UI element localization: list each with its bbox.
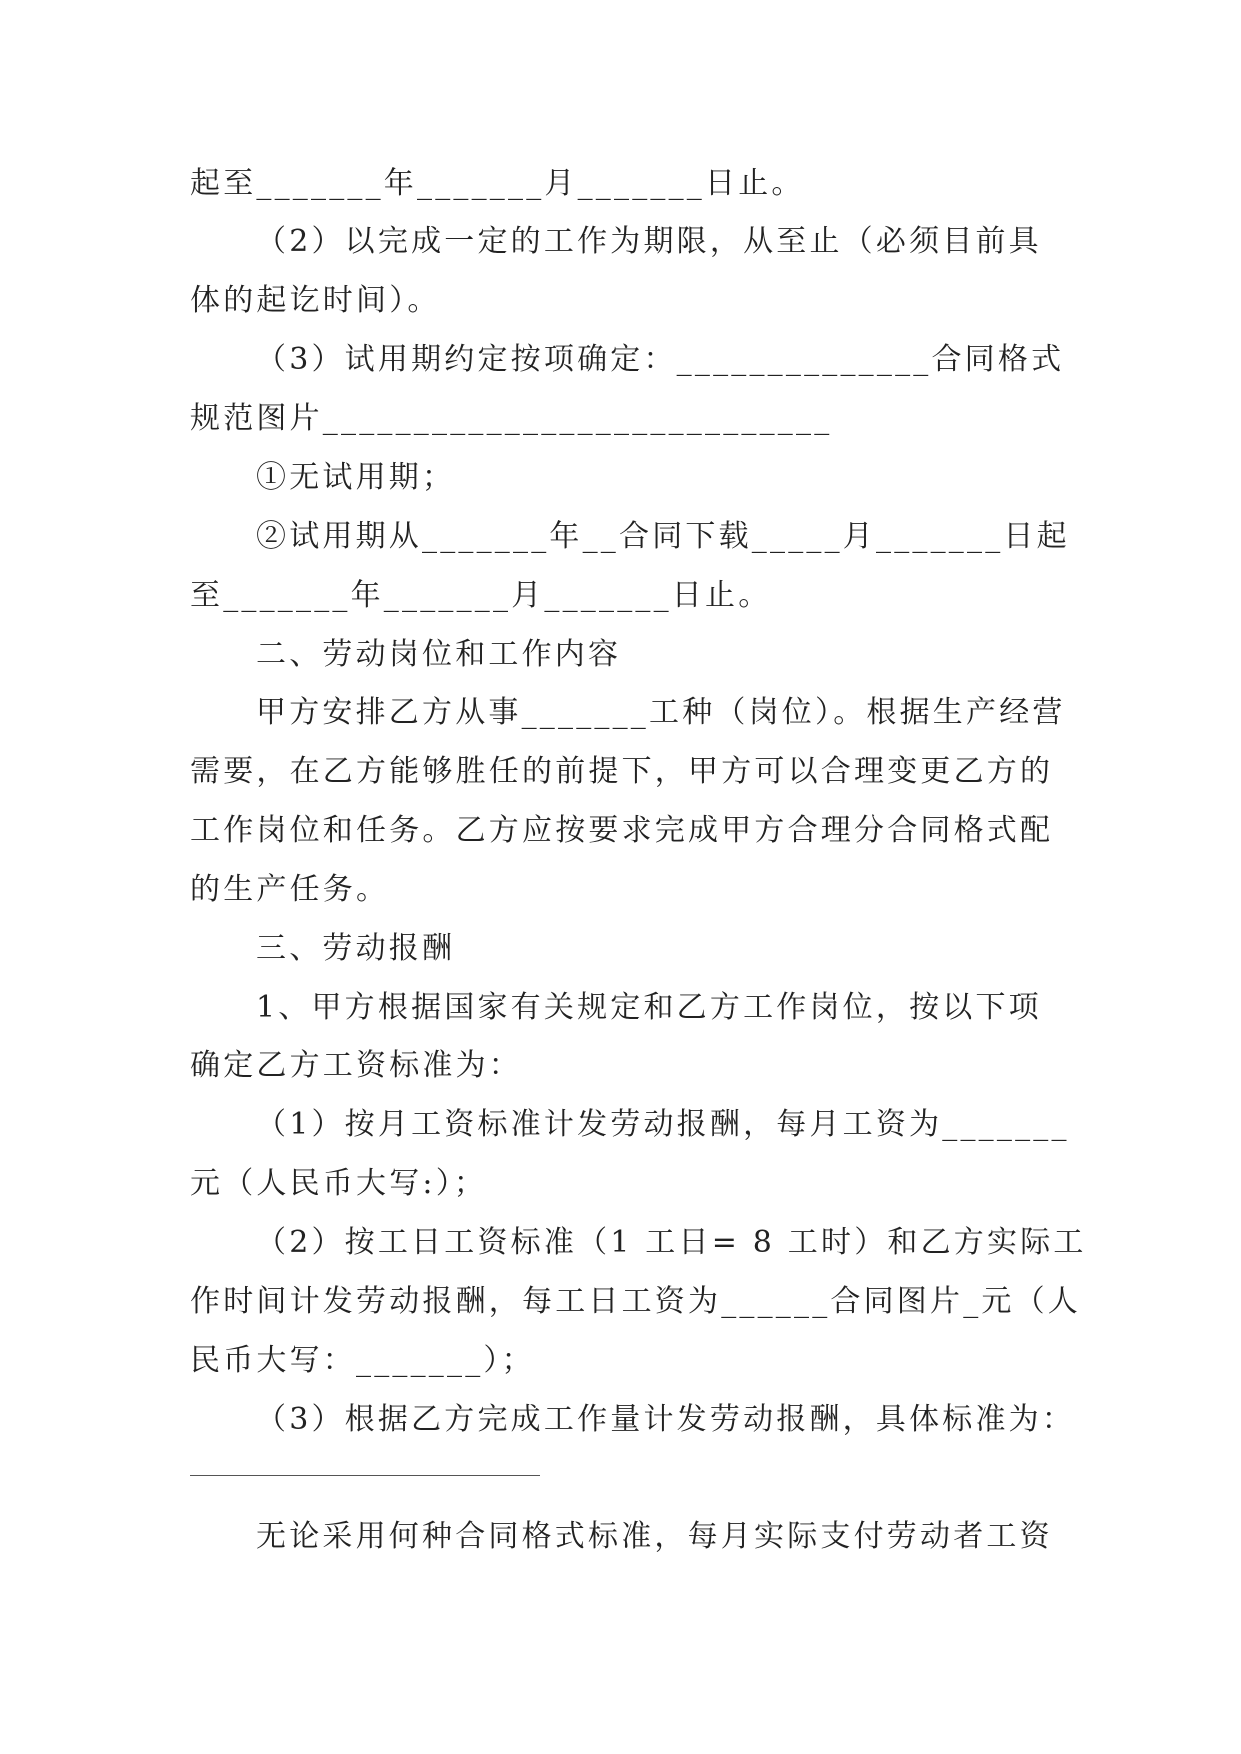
text-line: ①无试用期； [256,460,456,495]
text-line: ②试用期从_______年__合同下载_____月_______日起 [256,519,1070,554]
blank-fill-line [190,1475,540,1476]
section-heading: 三、劳动报酬 [256,931,456,966]
text-line: 起至_______年_______月_______日止。 [190,166,805,201]
text-line: 确定乙方工资标准为： [190,1048,522,1083]
text-line: （3）根据乙方完成工作量计发劳动报酬，具体标准为： [256,1402,1076,1437]
text-line: 的生产任务。 [190,872,390,907]
text-line: （2）按工日工资标准（1 工日= 8 工时）和乙方实际工 [256,1225,1087,1260]
text-line: 至_______年_______月_______日止。 [190,578,772,613]
text-line: （2）以完成一定的工作为期限，从至止（必须目前具 [256,224,1042,259]
text-line: 1、甲方根据国家有关规定和乙方工作岗位，按以下项 [256,990,1042,1025]
text-line: 甲方安排乙方从事_______工种（岗位）。根据生产经营 [256,695,1066,730]
text-line: 民币大写：_______）； [190,1343,535,1378]
text-line: 规范图片____________________________ [190,401,833,436]
text-line: 作时间计发劳动报酬，每工日工资为______合同图片_元（人 [190,1284,1081,1319]
text-line: （3）试用期约定按项确定：______________合同格式 [256,342,1065,377]
text-line: 工作岗位和任务。乙方应按要求完成甲方合理分合同格式配 [190,813,1054,848]
text-line: （1）按月工资标准计发劳动报酬，每月工资为_______ [256,1107,1070,1142]
text-line: 元（人民币大写:）； [190,1166,488,1201]
text-line: 需要，在乙方能够胜任的前提下，甲方可以合理变更乙方的 [190,754,1054,789]
section-heading: 二、劳动岗位和工作内容 [256,637,622,672]
text-line: 无论采用何种合同格式标准，每月实际支付劳动者工资 [256,1519,1053,1554]
text-line: 体的起讫时间）。 [190,283,441,318]
